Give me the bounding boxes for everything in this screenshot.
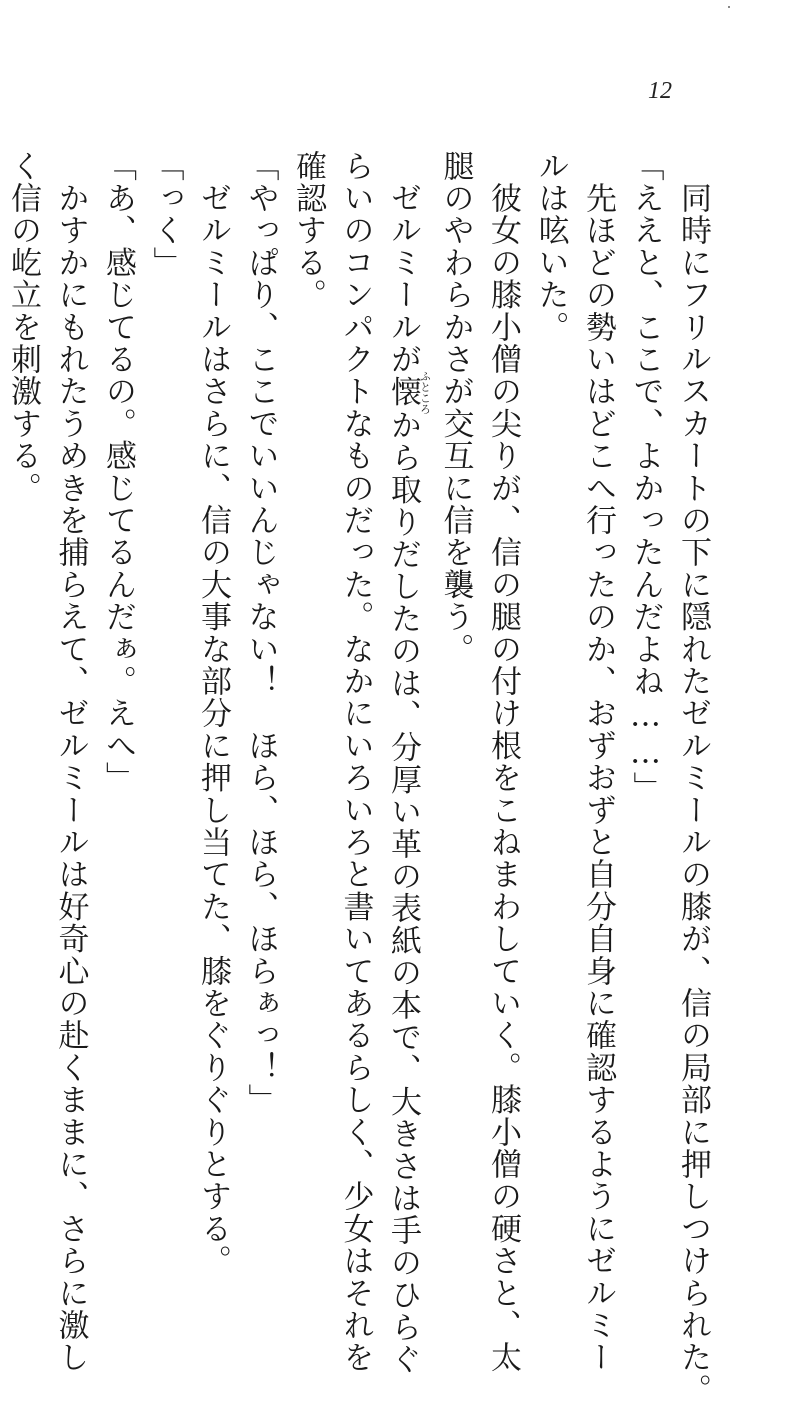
text-line-10: 「やっぱり、ここでいいんじゃない！ ほら、ほら、ほらぁっ！」 <box>242 150 279 1116</box>
text-line-3: 先ほどの勢いはどこへ行ったのか、おずおずと自分自身に確認するようにゼルミー <box>580 150 616 1374</box>
text-line-1: 同時にフリルスカートの下に隠れたゼルミールの膝が、信の局部に押しつけられた。 <box>675 150 711 1406</box>
text-line-6: 腿のやわらかさが交互に信を襲う。 <box>437 150 474 666</box>
ruby-kaitsu <box>385 370 432 415</box>
text-line-9: 確認する。 <box>290 150 326 311</box>
text-line-5: 彼女の膝小僧の尖りが、信の腿の付け根をこねまわしていく。膝小僧の硬さと、太 <box>485 150 521 1374</box>
scan-speck <box>728 6 730 8</box>
text-line-11: ゼルミールはさらに、信の大事な部分に押し当てた、膝をぐりぐりとする。 <box>195 150 231 1277</box>
ruby-base: 懐 <box>385 370 421 415</box>
text-line-15: く信の屹立を刺激する。 <box>5 150 41 505</box>
text-line-7-end: から取りだしたのは、分厚い革の表紙の本で、大きさは手のひらぐ <box>385 409 421 1376</box>
text-line-14: かすかにもれたうめきを捕らえて、ゼルミールは好奇心の赴くままに、さらに激し <box>52 150 89 1374</box>
vertical-body-text <box>5 150 716 1406</box>
ruby-reading: ふところ <box>418 370 432 415</box>
text-line-2: 「ええと、ここで、よかったんだよね……」 <box>627 150 664 804</box>
text-line-8: らいのコンパクトなものだった。なかにいろいろと書いてあるらしく、少女はそれを <box>337 150 374 1374</box>
text-line-4: ルは呟いた。 <box>532 150 569 344</box>
text-line-12: 「っく」 <box>147 150 184 279</box>
text-line-7-with-ruby <box>379 150 432 1376</box>
text-line-13: 「あ、感じてるの。感じてるんだぁ。えへ」 <box>100 150 136 794</box>
text-line-7-start: ゼルミールが <box>385 150 421 376</box>
page-number: 12 <box>648 78 672 104</box>
